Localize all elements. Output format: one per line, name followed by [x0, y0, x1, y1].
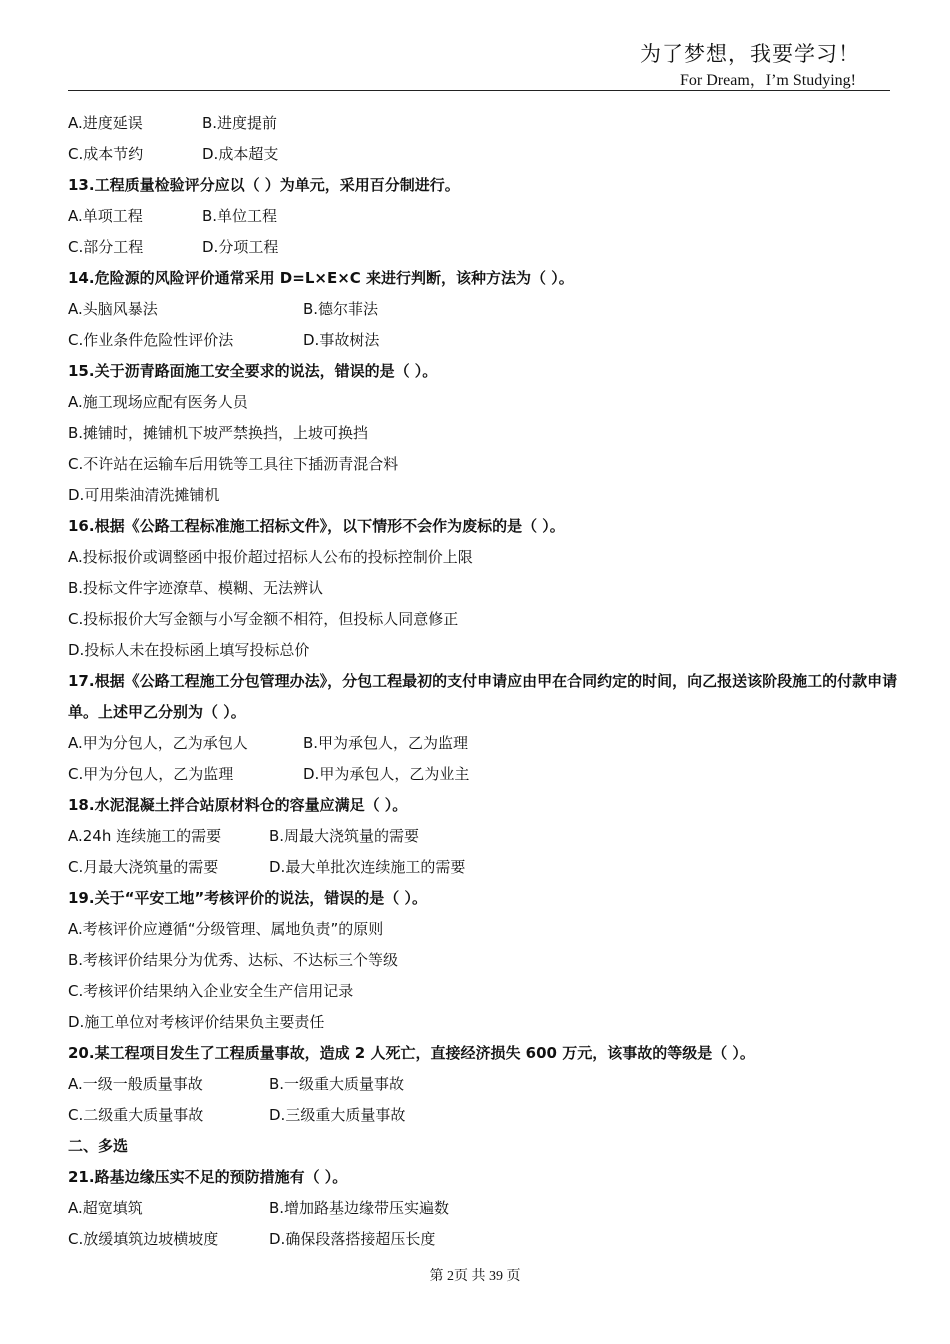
option-c: C.月最大浇筑量的需要 [68, 858, 219, 876]
question-content [68, 108, 908, 1255]
options-row [68, 1224, 908, 1255]
option-a: A.头脑风暴法 [68, 300, 158, 318]
question-18: 18.水泥混凝土拌合站原材料仓的容量应满足（ ）。 [68, 796, 408, 814]
option-a: A.投标报价或调整函中报价超过招标人公布的投标控制价上限 [68, 548, 473, 566]
option-c: C.作业条件危险性评价法 [68, 331, 234, 349]
options-row [68, 325, 908, 356]
options-row [68, 728, 908, 759]
options-row [68, 201, 908, 232]
option-d: D.可用柴油清洗摊铺机 [68, 486, 220, 504]
option-a: A.一级一般质量事故 [68, 1075, 203, 1093]
option-b: B.增加路基边缘带压实遍数 [269, 1199, 450, 1217]
option-d: D.分项工程 [202, 238, 279, 256]
option-b: B.一级重大质量事故 [269, 1075, 405, 1093]
options-row [68, 294, 908, 325]
option-c: C.成本节约 [68, 145, 144, 163]
option-b: B.单位工程 [202, 207, 278, 225]
option-b: B.投标文件字迹潦草、模糊、无法辨认 [68, 579, 324, 597]
option-a: A.24h 连续施工的需要 [68, 827, 222, 845]
option-a: A.进度延误 [68, 114, 143, 132]
option-c: C.放缓填筑边坡横坡度 [68, 1230, 219, 1248]
section-heading: 二、多选 [68, 1137, 129, 1155]
question-16: 16.根据《公路工程标准施工招标文件》，以下情形不会作为废标的是（ ）。 [68, 517, 565, 535]
option-c: C.部分工程 [68, 238, 144, 256]
option-d: D.最大单批次连续施工的需要 [269, 858, 466, 876]
options-row [68, 852, 908, 883]
question-13: 13.工程质量检验评分应以（ ）为单元，采用百分制进行。 [68, 176, 460, 194]
option-b: B.甲为承包人，乙为监理 [303, 734, 469, 752]
question-14: 14.危险源的风险评价通常采用 D=L×E×C 来进行判断，该种方法为（ ）。 [68, 269, 574, 287]
option-b: B.摊铺时，摊铺机下坡严禁换挡，上坡可换挡 [68, 424, 369, 442]
options-row [68, 139, 908, 170]
question-15: 15.关于沥青路面施工安全要求的说法，错误的是（ ）。 [68, 362, 438, 380]
options-row [68, 821, 908, 852]
option-b: B.周最大浇筑量的需要 [269, 827, 420, 845]
option-a: A.单项工程 [68, 207, 143, 225]
option-c: C.甲为分包人，乙为监理 [68, 765, 234, 783]
options-row [68, 108, 908, 139]
option-a: A.超宽填筑 [68, 1199, 143, 1217]
question-19: 19.关于“平安工地”考核评价的说法，错误的是（ ）。 [68, 889, 428, 907]
question-21: 21.路基边缘压实不足的预防措施有（ ）。 [68, 1168, 348, 1186]
option-c: C.投标报价大写金额与小写金额不相符，但投标人同意修正 [68, 610, 459, 628]
option-a: A.考核评价应遵循“分级管理、属地负责”的原则 [68, 920, 384, 938]
page-number: 第 2页 共 39 页 [429, 1269, 521, 1284]
options-row [68, 759, 908, 790]
question-17: 17.根据《公路工程施工分包管理办法》，分包工程最初的支付申请应由甲在合同约定的时间，向乙报送该阶段施工的付款申请单。上述甲乙分别为（ ）。 [68, 672, 898, 721]
question-20: 20.某工程项目发生了工程质量事故，造成 2 人死亡，直接经济损失 600 万元，该事故的等级是（ ）。 [68, 1044, 755, 1062]
options-row [68, 1193, 908, 1224]
option-d: D.确保段落搭接超压长度 [269, 1230, 436, 1248]
option-d: D.事故树法 [303, 331, 380, 349]
option-c: C.不许站在运输车后用铣等工具往下插沥青混合料 [68, 455, 399, 473]
option-d: D.甲为承包人，乙为业主 [303, 765, 470, 783]
option-d: D.投标人未在投标函上填写投标总价 [68, 641, 310, 659]
options-row [68, 232, 908, 263]
option-b: B.德尔菲法 [303, 300, 379, 318]
option-d: D.成本超支 [202, 145, 279, 163]
page-header [68, 38, 890, 91]
options-row [68, 1069, 908, 1100]
motto-chinese: 为了梦想，我要学习！ [640, 42, 860, 66]
motto-english: For Dream，I’m Studying! [680, 72, 856, 89]
option-a: A.施工现场应配有医务人员 [68, 393, 248, 411]
options-row [68, 1100, 908, 1131]
option-d: D.施工单位对考核评价结果负主要责任 [68, 1013, 325, 1031]
option-b: B.进度提前 [202, 114, 278, 132]
option-b: B.考核评价结果分为优秀、达标、不达标三个等级 [68, 951, 399, 969]
option-c: C.考核评价结果纳入企业安全生产信用记录 [68, 982, 354, 1000]
option-c: C.二级重大质量事故 [68, 1106, 204, 1124]
option-d: D.三级重大质量事故 [269, 1106, 406, 1124]
option-a: A.甲为分包人，乙为承包人 [68, 734, 248, 752]
